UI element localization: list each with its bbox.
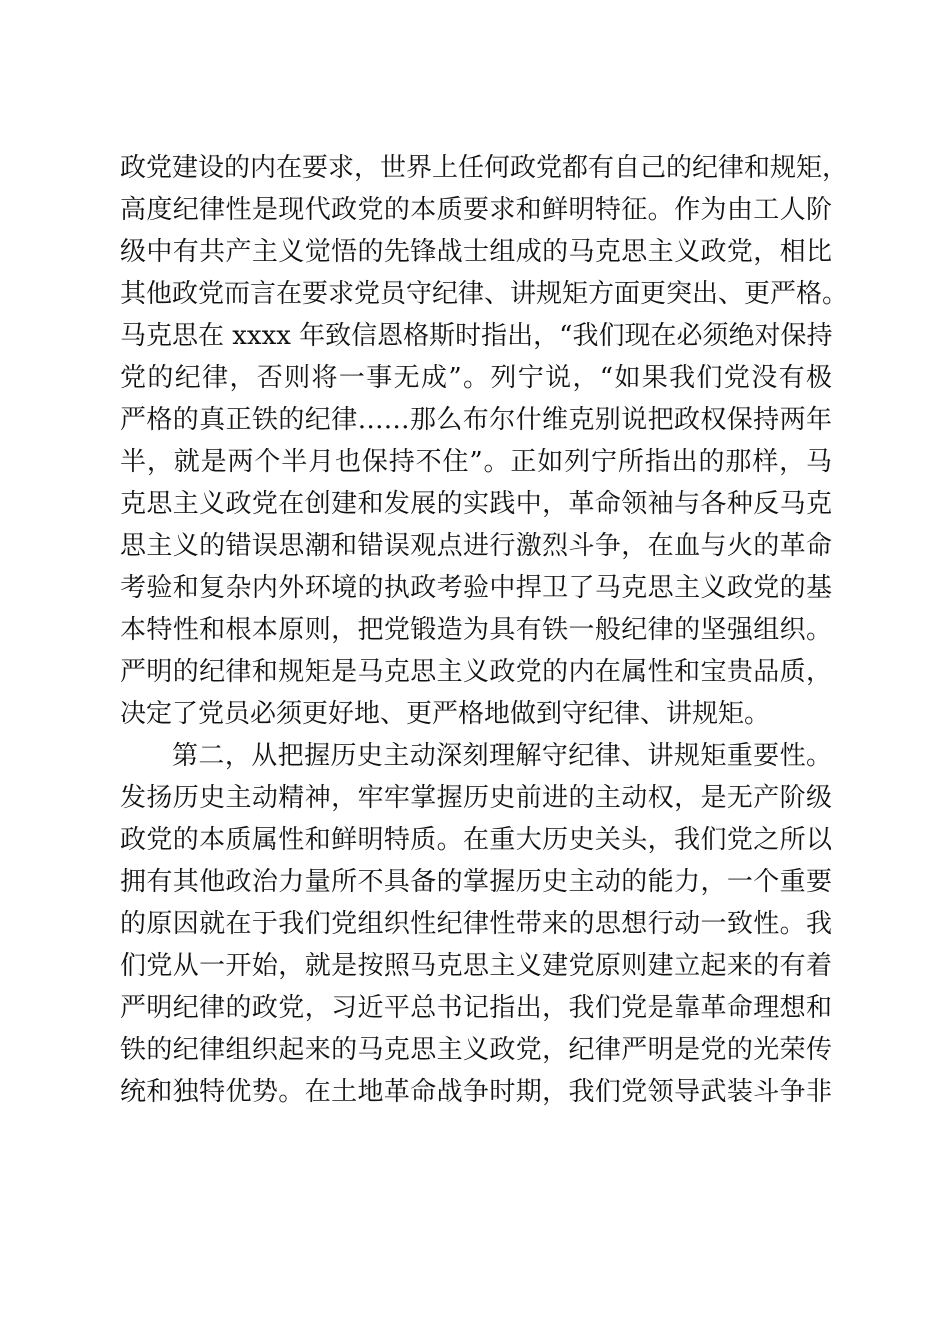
text-line: 决定了党员必须更好地、更严格地做到守纪律、讲规矩。 bbox=[120, 699, 771, 729]
text-line: 克思主义政党在创建和发展的实践中，革命领袖与各种反马克 bbox=[120, 489, 832, 519]
text-line: 高度纪律性是现代政党的本质要求和鲜明特征。作为由工人阶 bbox=[120, 195, 832, 225]
text-line: 党的纪律，否则将一事无成”。列宁说，“如果我们党没有极 bbox=[120, 363, 832, 393]
text-line: 严明的纪律和规矩是马克思主义政党的内在属性和宝贵品质， bbox=[120, 657, 832, 687]
text-line: 严明纪律的政党，习近平总书记指出，我们党是靠革命理想和 bbox=[120, 993, 832, 1023]
text-line: 半，就是两个半月也保持不住”。正如列宁所指出的那样，马 bbox=[120, 447, 832, 477]
text-line: 本特性和根本原则，把党锻造为具有铁一般纪律的坚强组织。 bbox=[120, 615, 832, 645]
text-line: 思主义的错误思潮和错误观点进行激烈斗争，在血与火的革命 bbox=[120, 531, 832, 561]
text-line: 发扬历史主动精神，牢牢掌握历史前进的主动权，是无产阶级 bbox=[120, 783, 832, 813]
section-heading-line: 第二，从把握历史主动深刻理解守纪律、讲规矩重要性。 bbox=[172, 741, 832, 771]
text-line: 统和独特优势。在土地革命战争时期，我们党领导武装斗争非 bbox=[120, 1077, 832, 1107]
text-line: 铁的纪律组织起来的马克思主义政党，纪律严明是党的光荣传 bbox=[120, 1035, 832, 1065]
text-line: 严格的真正铁的纪律……那么布尔什维克别说把政权保持两年 bbox=[120, 405, 832, 435]
text-line: 政党建设的内在要求，世界上任何政党都有自己的纪律和规矩， bbox=[120, 153, 849, 183]
text-line: 考验和复杂内外环境的执政考验中捍卫了马克思主义政党的基 bbox=[120, 573, 832, 603]
text-line: 马克思在 xxxx 年致信恩格斯时指出，“我们现在必须绝对保持 bbox=[120, 321, 833, 351]
text-line: 政党的本质属性和鲜明特质。在重大历史关头，我们党之所以 bbox=[120, 825, 832, 855]
text-line: 的原因就在于我们党组织性纪律性带来的思想行动一致性。我 bbox=[120, 909, 832, 939]
text-line: 其他政党而言在要求党员守纪律、讲规矩方面更突出、更严格。 bbox=[120, 279, 849, 309]
text-line: 拥有其他政治力量所不具备的掌握历史主动的能力，一个重要 bbox=[120, 867, 832, 897]
text-line: 级中有共产主义觉悟的先锋战士组成的马克思主义政党，相比 bbox=[120, 237, 832, 267]
text-line: 们党从一开始，就是按照马克思主义建党原则建立起来的有着 bbox=[120, 951, 832, 981]
